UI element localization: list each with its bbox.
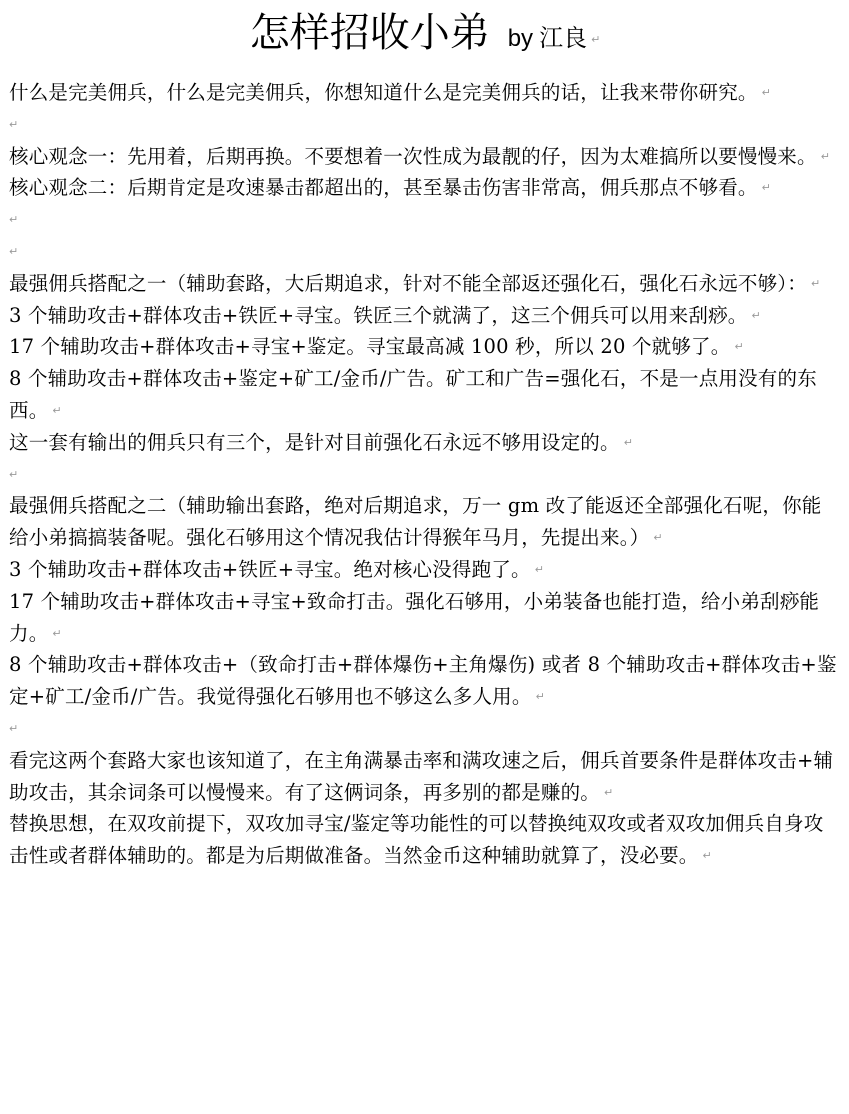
- paragraph-mark-icon: ↵: [9, 213, 19, 227]
- paragraph-build-1-heading: 最强佣兵搭配之一（辅助套路，大后期追求，针对不能全部返还强化石，强化石永远不够）： ↵: [9, 271, 821, 295]
- paragraph-mark-icon: ↵: [9, 721, 19, 735]
- paragraph-mark-icon: ↵: [604, 785, 614, 799]
- paragraph-mark-icon: ↵: [761, 181, 772, 195]
- paragraph-summary: 看完这两个套路大家也该知道了，在主角满暴击率和满攻速之后，佣兵首要条件是群体攻击+辅助攻击，其余词条可以慢慢来。有了这俩词条，再多别的都是赚的。 ↵: [9, 748, 834, 804]
- paragraph-build-2-heading: 最强佣兵搭配之二（辅助输出套路，绝对后期追求，万一 gm 改了能返还全部强化石呢，你能给小弟搞搞装备呢。强化石够用这个情况我估计得猴年马月，先提出来。） ↵: [9, 494, 822, 550]
- document-page: [9, 0, 841, 872]
- paragraph-replacement-idea: 替换思想，在双攻前提下，双攻加寻宝/鉴定等功能性的可以替换纯双攻或者双攻加佣兵自身攻击性或者群体辅助的。都是为后期做准备。当然金币这种辅助就算了，没必要。 ↵: [9, 812, 824, 868]
- document-title: 怎样招收小弟: [249, 10, 490, 56]
- paragraph-build-2-line-2: 17 个辅助攻击+群体攻击+寻宝+致命打击。强化石够用，小弟装备也能打造，给小弟刮痧能力。 ↵: [9, 589, 820, 645]
- paragraph-mark-icon: ↵: [534, 562, 545, 576]
- paragraph-mark-icon: ↵: [702, 849, 712, 863]
- paragraph-mark-icon: ↵: [52, 403, 62, 417]
- paragraph-mark-icon: ↵: [623, 435, 634, 449]
- empty-paragraph: [9, 109, 841, 141]
- paragraph-mark-icon: ↵: [591, 33, 601, 46]
- paragraph-core-concept-1: 核心观念一：先用着，后期再换。不要想着一次性成为最靓的仔，因为太难搞所以要慢慢来。 ↵: [9, 144, 831, 168]
- paragraph-mark-icon: ↵: [810, 276, 821, 290]
- paragraph-build-1-line-1: 3 个辅助攻击+群体攻击+铁匠+寻宝。铁匠三个就满了，这三个佣兵可以用来刮痧。 ↵: [9, 303, 761, 327]
- paragraph-build-1-line-2: 17 个辅助攻击+群体攻击+寻宝+鉴定。寻宝最高减 100 秒，所以 20 个就够了。 ↵: [9, 335, 744, 359]
- paragraph-mark-icon: ↵: [535, 690, 546, 704]
- empty-paragraph: [9, 459, 841, 491]
- paragraph-1: 什么是完美佣兵，什么是完美佣兵，你想知道什么是完美佣兵的话，让我来带你研究。 ↵: [9, 81, 772, 104]
- empty-paragraph: [9, 204, 841, 236]
- empty-paragraph: [9, 713, 841, 745]
- paragraph-mark-icon: ↵: [820, 149, 831, 163]
- paragraph-build-1-note: 这一套有输出的佣兵只有三个，是针对目前强化石永远不够用设定的。 ↵: [9, 430, 634, 454]
- paragraph-core-concept-2: 核心观念二：后期肯定是攻速暴击都超出的，甚至暴击伤害非常高，佣兵那点不够看。 ↵: [9, 176, 772, 200]
- paragraph-build-1-line-3: 8 个辅助攻击+群体攻击+鉴定+矿工/金币/广告。矿工和广告=强化石，不是一点用没有的东西。 ↵: [9, 367, 817, 422]
- document-title-line: [9, 8, 841, 65]
- empty-paragraph: [9, 236, 841, 268]
- paragraph-mark-icon: ↵: [761, 86, 772, 99]
- paragraph-build-2-line-3: 8 个辅助攻击+群体攻击+（致命打击+群体爆伤+主角爆伤) 或者 8 个辅助攻击+群体攻击+鉴定+矿工/金币/广告。我觉得强化石够用也不够这么多人用。 ↵: [9, 653, 837, 709]
- paragraph-mark-icon: ↵: [9, 117, 19, 131]
- paragraph-mark-icon: ↵: [653, 531, 663, 545]
- paragraph-mark-icon: ↵: [9, 467, 19, 481]
- byline: by: [507, 25, 534, 52]
- paragraph-mark-icon: ↵: [734, 340, 744, 354]
- author-name: 江良: [539, 24, 588, 52]
- paragraph-mark-icon: ↵: [751, 308, 761, 322]
- paragraph-mark-icon: ↵: [52, 626, 62, 640]
- paragraph-build-2-line-1: 3 个辅助攻击+群体攻击+铁匠+寻宝。绝对核心没得跑了。 ↵: [9, 557, 545, 581]
- paragraph-mark-icon: ↵: [9, 244, 19, 258]
